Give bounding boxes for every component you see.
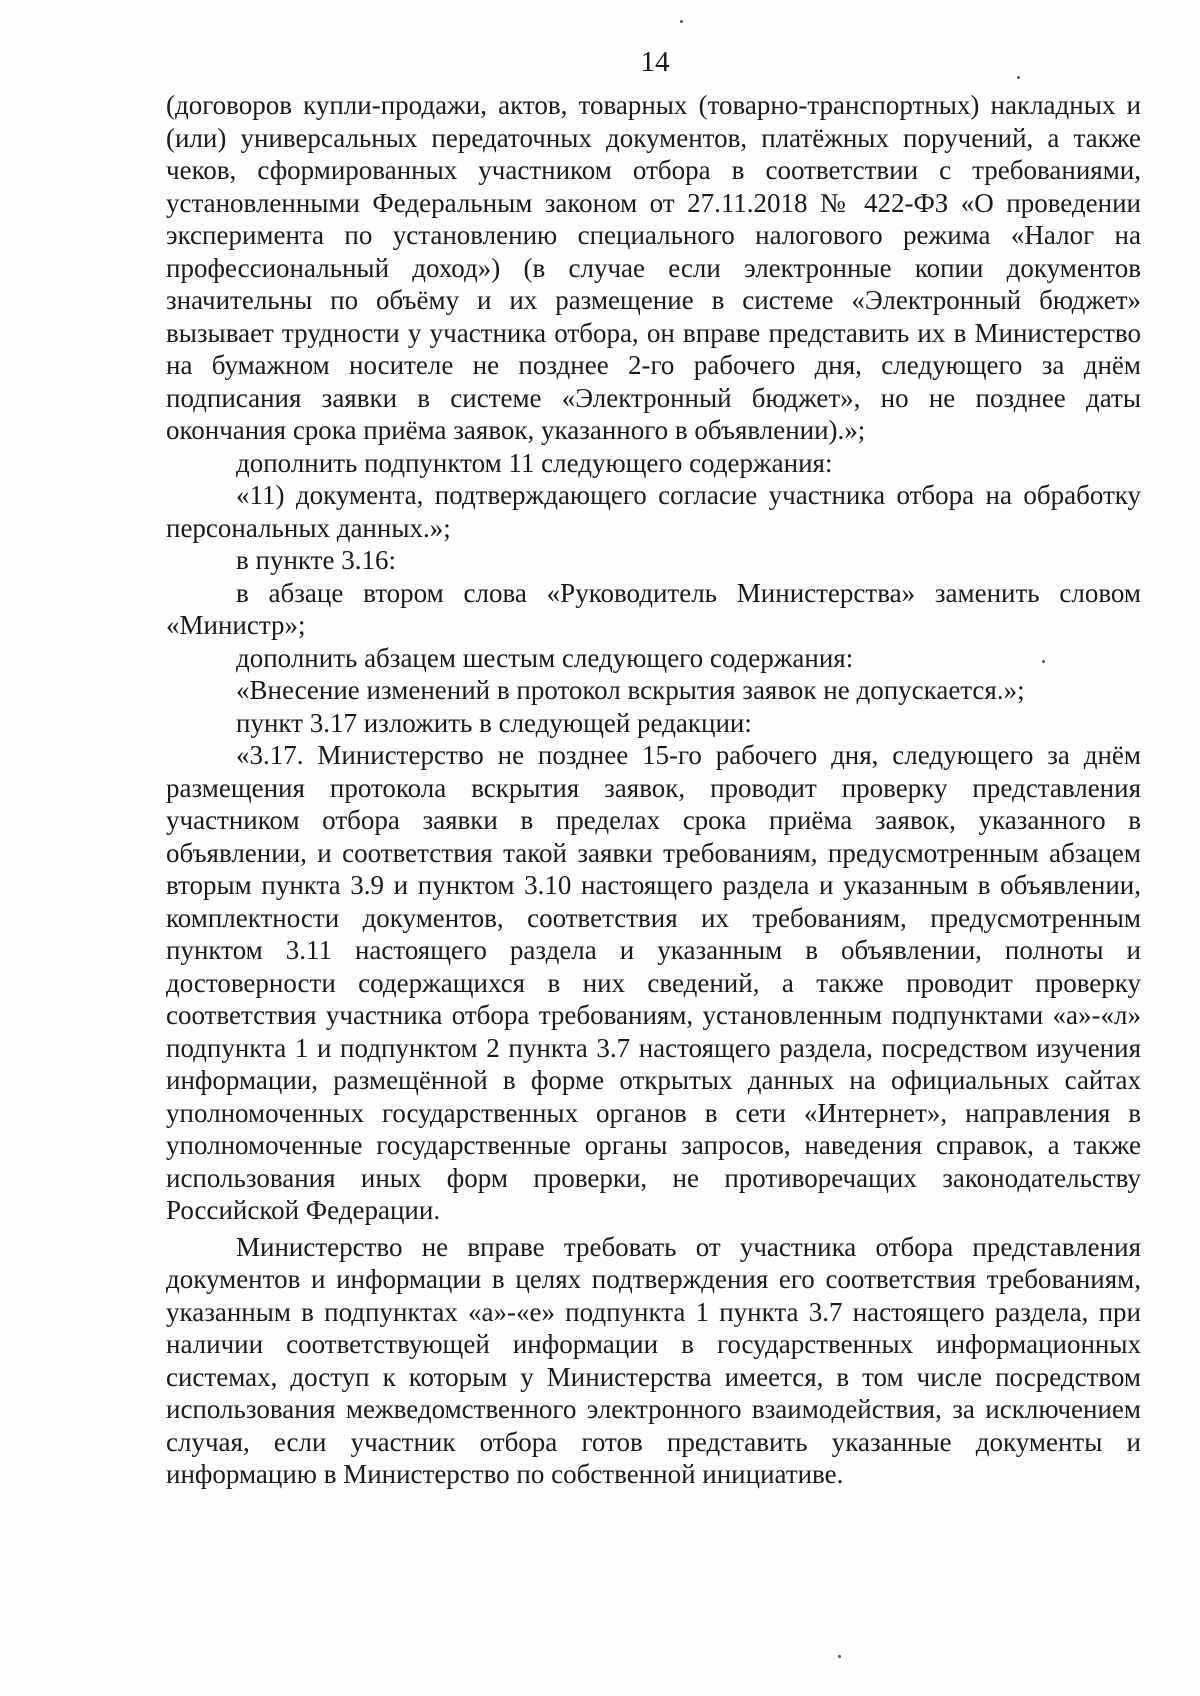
paragraph: пункт 3.17 изложить в следующей редакции: bbox=[236, 707, 752, 738]
paragraph: дополнить подпунктом 11 следующего содержания: bbox=[236, 447, 833, 478]
paragraph: Министерство не вправе требовать от участника отбора представления документов и информации в целях подтверждения его соответствия требованиям, указанным в подпунктах «а»-«е» подпункта 1 пункта 3.7 настоящего раздела, при наличии соответствующей информации в государственных информационных системах, доступ к которым у Министерства имеется, в том числе посредством использования межведомственного электронного взаимодействия, за исключением случая, если участник отбора готов представить указанные документы и информацию в Министерство по собственной инициативе. bbox=[166, 1231, 1141, 1489]
paragraph: «11) документа, подтверждающего согласие участника отбора на обработку персональных данных.»; bbox=[166, 480, 1141, 543]
paragraph: дополнить абзацем шестым следующего содержания: bbox=[236, 642, 854, 673]
paragraph: «Внесение изменений в протокол вскрытия заявок не допускается.»; bbox=[236, 675, 1025, 705]
page-number: 14 bbox=[640, 46, 670, 78]
paragraph: в абзаце втором слова «Руководитель Министерства» заменить словом «Министр»; bbox=[166, 577, 1141, 640]
paragraph: в пункте 3.16: bbox=[236, 545, 396, 575]
scan-speck bbox=[680, 20, 683, 23]
scan-speck bbox=[1042, 660, 1045, 663]
scan-speck bbox=[1017, 76, 1020, 79]
document-body bbox=[166, 89, 1141, 1491]
paragraph: (договоров купли-продажи, актов, товарных (товарно-транспортных) накладных и (или) универсальных передаточных документов, платёжных поручений, а также чеков, сформированных участником отбора в соответствии с требованиями, установленными Федеральным законом от 27.11.2018 № 422-ФЗ «О проведении эксперимента по установлению специального налогового режима «Налог на профессиональный доход») (в случае если электронные копии документов значительны по объёму и их размещение в системе «Электронный бюджет» вызывает трудности у участника отбора, он вправе представить их в Министерство на бумажном носителе не позднее 2-го рабочего дня, следующего за днём подписания заявки в системе «Электронный бюджет», но не позднее даты окончания срока приёма заявок, указанного в объявлении).»; bbox=[166, 90, 1141, 445]
paragraph: «3.17. Министерство не позднее 15-го рабочего дня, следующего за днём размещения протокола вскрытия заявок, проводит проверку представления участником отбора заявки в пределах срока приёма заявок, указанного в объявлении, и соответствия такой заявки требованиям, предусмотренным абзацем вторым пункта 3.9 и пунктом 3.10 настоящего раздела и указанным в объявлении, комплектности документов, соответствия их требованиям, предусмотренным пунктом 3.11 настоящего раздела и указанным в объявлении, полноты и достоверности содержащихся в них сведений, а также проводит проверку соответствия участника отбора требованиям, установленным подпунктами «а»-«л» подпункта 1 и подпунктом 2 пункта 3.7 настоящего раздела, посредством изучения информации, размещённой в форме открытых данных на официальных сайтах уполномоченных государственных органов в сети «Интернет», направления в уполномоченные государственные органы запросов, наведения справок, а также использования иных форм проверки, не противоречащих законодательству Российской Федерации. bbox=[166, 740, 1141, 1225]
scan-speck bbox=[838, 1655, 841, 1658]
